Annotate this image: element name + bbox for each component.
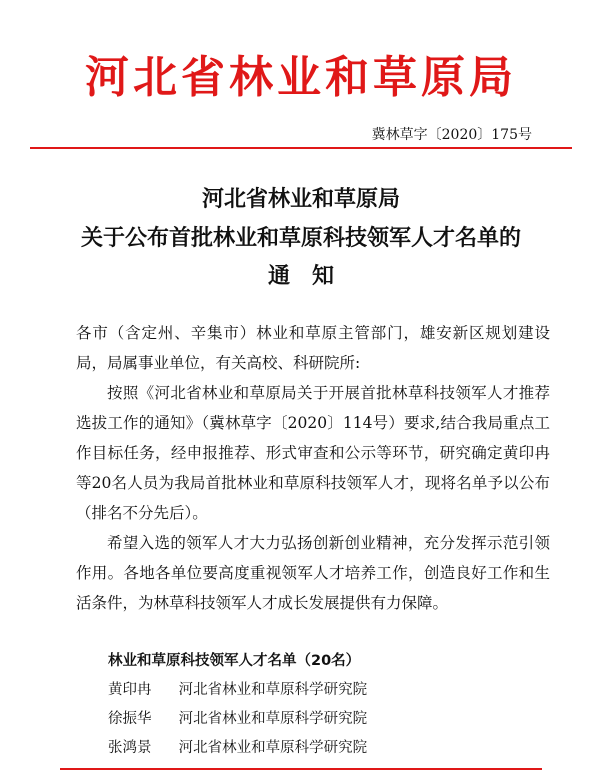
talent-list-heading: 林业和草原科技领军人才名单（20名）: [108, 653, 361, 669]
person-organization: 河北省林业和草原科学研究院: [178, 740, 368, 756]
person-name: 张鸿景: [108, 740, 152, 756]
bottom-red-line: [60, 768, 542, 770]
title-line-3: 通知: [267, 264, 356, 289]
person-organization: 河北省林业和草原科学研究院: [178, 711, 368, 727]
title-line-2: 关于公布首批林业和草原科技领军人才名单的: [80, 226, 521, 251]
person-name: 徐振华: [108, 711, 152, 727]
document-number: 冀林草字〔2020〕175号: [371, 127, 532, 143]
title-line-1: 河北省林业和草原局: [201, 187, 400, 212]
person-organization: 河北省林业和草原科学研究院: [178, 682, 368, 698]
notice-body: [76, 318, 550, 618]
red-divider-line: [30, 147, 572, 149]
list-item: [108, 705, 367, 734]
salutation: 各市（含定州、辛集市）林业和草原主管部门，雄安新区规划建设局，局属事业单位，有关高校、科研院所:: [76, 324, 550, 372]
body-paragraph-2: 希望入选的领军人才大力弘扬创新创业精神，充分发挥示范引领作用。各地各单位要高度重视领军人才培养工作，创造良好工作和生活条件，为林草科技领军人才成长发展提供有力保障。: [76, 534, 550, 612]
body-paragraph-1: 按照《河北省林业和草原局关于开展首批林草科技领军人才推荐选拔工作的通知》（冀林草字〔2020〕114号）要求,结合我局重点工作目标任务，经申报推荐、形式审查和公示等环节，研究确定黄印冉等20名人员为我局首批林业和草原科技领军人才，现将名单予以公布（排名不分先后）。: [76, 384, 550, 522]
talent-list: [108, 676, 367, 763]
person-name: 黄印冉: [108, 682, 152, 698]
list-item: [108, 734, 367, 763]
list-item: [108, 676, 367, 705]
issuing-organization-header: 河北省林业和草原局: [85, 52, 517, 103]
